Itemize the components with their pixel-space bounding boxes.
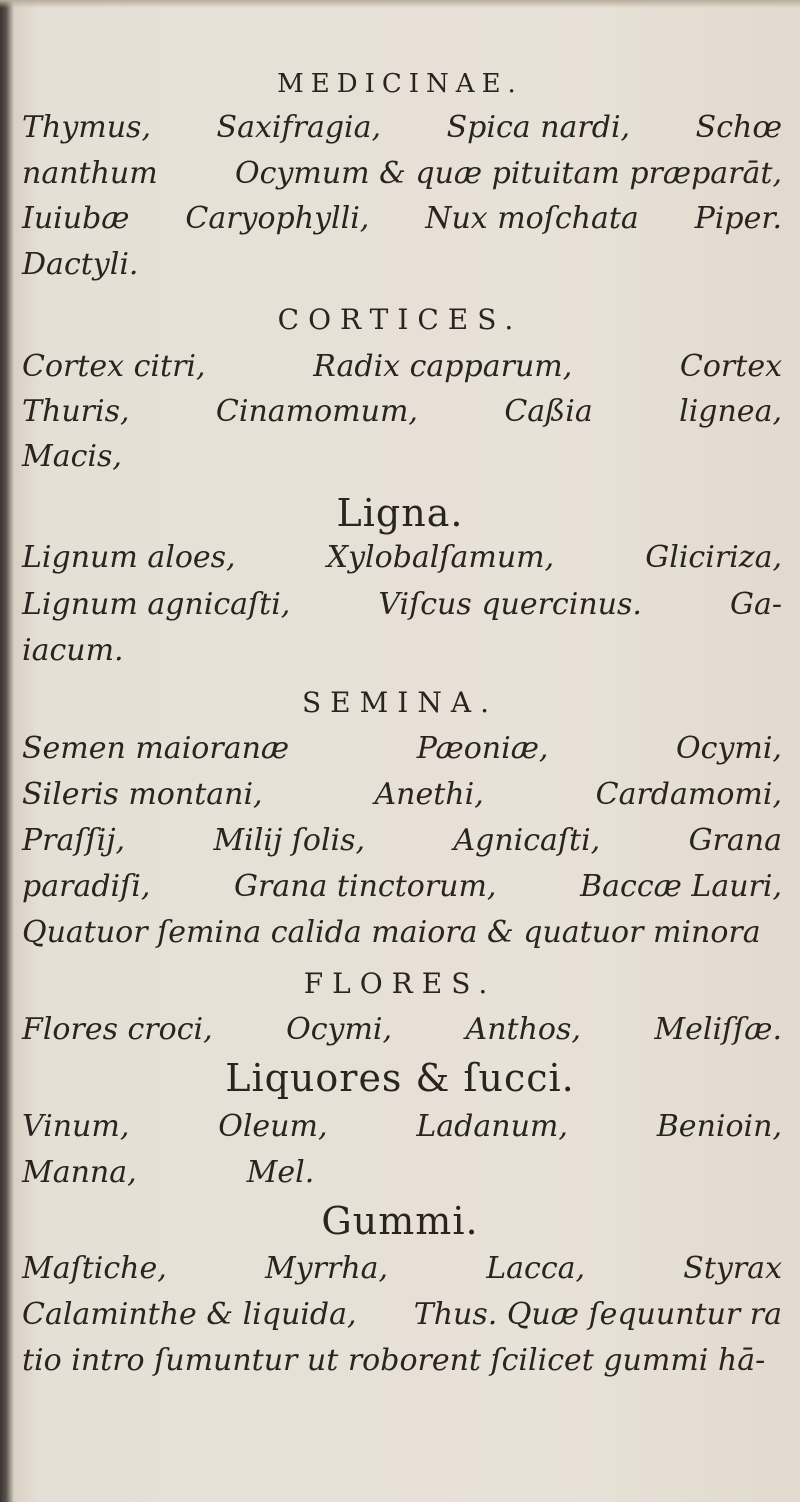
term: Saxifragia, xyxy=(216,110,382,145)
text-line xyxy=(22,862,782,912)
text-line xyxy=(22,240,782,290)
term: Oleum, xyxy=(218,1109,328,1144)
text-line xyxy=(22,816,782,866)
term: Grana tinctorum, xyxy=(234,869,497,904)
text-line xyxy=(22,103,782,153)
term: Anethi, xyxy=(374,777,484,812)
term: Viſcus quercinus. xyxy=(378,587,642,622)
term: Calaminthe & liquida, xyxy=(22,1297,357,1332)
term: Caryophylli, xyxy=(185,201,370,236)
text-line xyxy=(22,580,782,630)
term: lignea, xyxy=(679,394,782,429)
term: Manna, xyxy=(22,1155,137,1190)
term: Styrax xyxy=(683,1251,782,1286)
term: Ocymi, xyxy=(286,1012,393,1047)
term: Baccæ Lauri, xyxy=(580,869,782,904)
term: Grana xyxy=(688,823,782,858)
term: Quatuor ſemina calida maiora & quatuor minora xyxy=(22,915,761,950)
term: Praſſij, xyxy=(22,823,126,858)
term: Dactyli. xyxy=(22,247,139,282)
text-line xyxy=(22,194,782,244)
term: Meliſſæ. xyxy=(654,1012,782,1047)
text-line xyxy=(22,432,782,482)
term: Cortex xyxy=(679,349,782,384)
text-line xyxy=(22,1244,782,1294)
text-line xyxy=(22,1336,782,1386)
term: Xylobalſamum, xyxy=(326,540,555,575)
term: Caßia xyxy=(504,394,593,429)
term: Ladanum, xyxy=(416,1109,568,1144)
page-title: MEDICINAE. xyxy=(277,69,523,99)
term: tio intro ſumuntur ut roborent ſcilicet gummi hā- xyxy=(22,1343,766,1378)
term: Lignum aloes, xyxy=(22,540,236,575)
text-line xyxy=(22,149,782,199)
term: Agnicaſti, xyxy=(453,823,601,858)
term: Ocymum & quæ pituitam præparāt, xyxy=(235,156,782,191)
term: Sileris montani, xyxy=(22,777,263,812)
term: Cortex citri, xyxy=(22,349,206,384)
term: Piper. xyxy=(694,201,782,236)
section-heading: SEMINA. xyxy=(302,686,498,719)
term: Milij ſolis, xyxy=(213,823,366,858)
term: Schœ xyxy=(695,110,782,145)
term: Flores croci, xyxy=(22,1012,213,1047)
term: Myrrha, xyxy=(264,1251,389,1286)
term: Radix capparum, xyxy=(313,349,573,384)
term: Lacca, xyxy=(486,1251,586,1286)
text-line xyxy=(22,1005,782,1055)
term: iacum. xyxy=(22,633,124,668)
term: Anthos, xyxy=(465,1012,581,1047)
term: Nux moſchata xyxy=(425,201,639,236)
term: Ga- xyxy=(729,587,782,622)
text-line xyxy=(22,342,782,392)
text-line xyxy=(22,724,782,774)
term: Macis, xyxy=(22,439,122,474)
term: Iuiubæ xyxy=(22,201,130,236)
term: Spica nardi, xyxy=(446,110,631,145)
term: Mel. xyxy=(246,1155,315,1190)
section-heading: FLORES. xyxy=(303,967,497,1000)
section-heading: Ligna. xyxy=(336,491,464,535)
text-line xyxy=(22,908,782,958)
term: nanthum xyxy=(22,156,158,191)
term: Thus. Quæ ſequuntur ra xyxy=(413,1297,782,1332)
text-line xyxy=(22,1102,782,1152)
term: Gliciriza, xyxy=(645,540,782,575)
text-line xyxy=(22,387,782,437)
text-line xyxy=(22,1290,782,1340)
term: Ocymi, xyxy=(676,731,782,766)
section-heading: CORTICES. xyxy=(277,303,523,336)
term: Benioin, xyxy=(656,1109,782,1144)
section-heading: Gummi. xyxy=(321,1199,479,1243)
term: Lignum agnicaſti, xyxy=(22,587,291,622)
term: Cardamomi, xyxy=(595,777,782,812)
term: paradiſi, xyxy=(22,869,151,904)
term: Semen maioranæ xyxy=(22,731,290,766)
term: Cinamomum, xyxy=(215,394,418,429)
text-line xyxy=(22,770,782,820)
term: Thuris, xyxy=(22,394,130,429)
term: Vinum, xyxy=(22,1109,130,1144)
text-line xyxy=(22,533,782,583)
term: Thymus, xyxy=(22,110,151,145)
text-line xyxy=(22,626,782,676)
section-heading: Liquores & ſucci. xyxy=(225,1056,575,1100)
text-line xyxy=(22,1148,782,1198)
term: Pæoniæ, xyxy=(416,731,549,766)
term: Maſtiche, xyxy=(22,1251,167,1286)
